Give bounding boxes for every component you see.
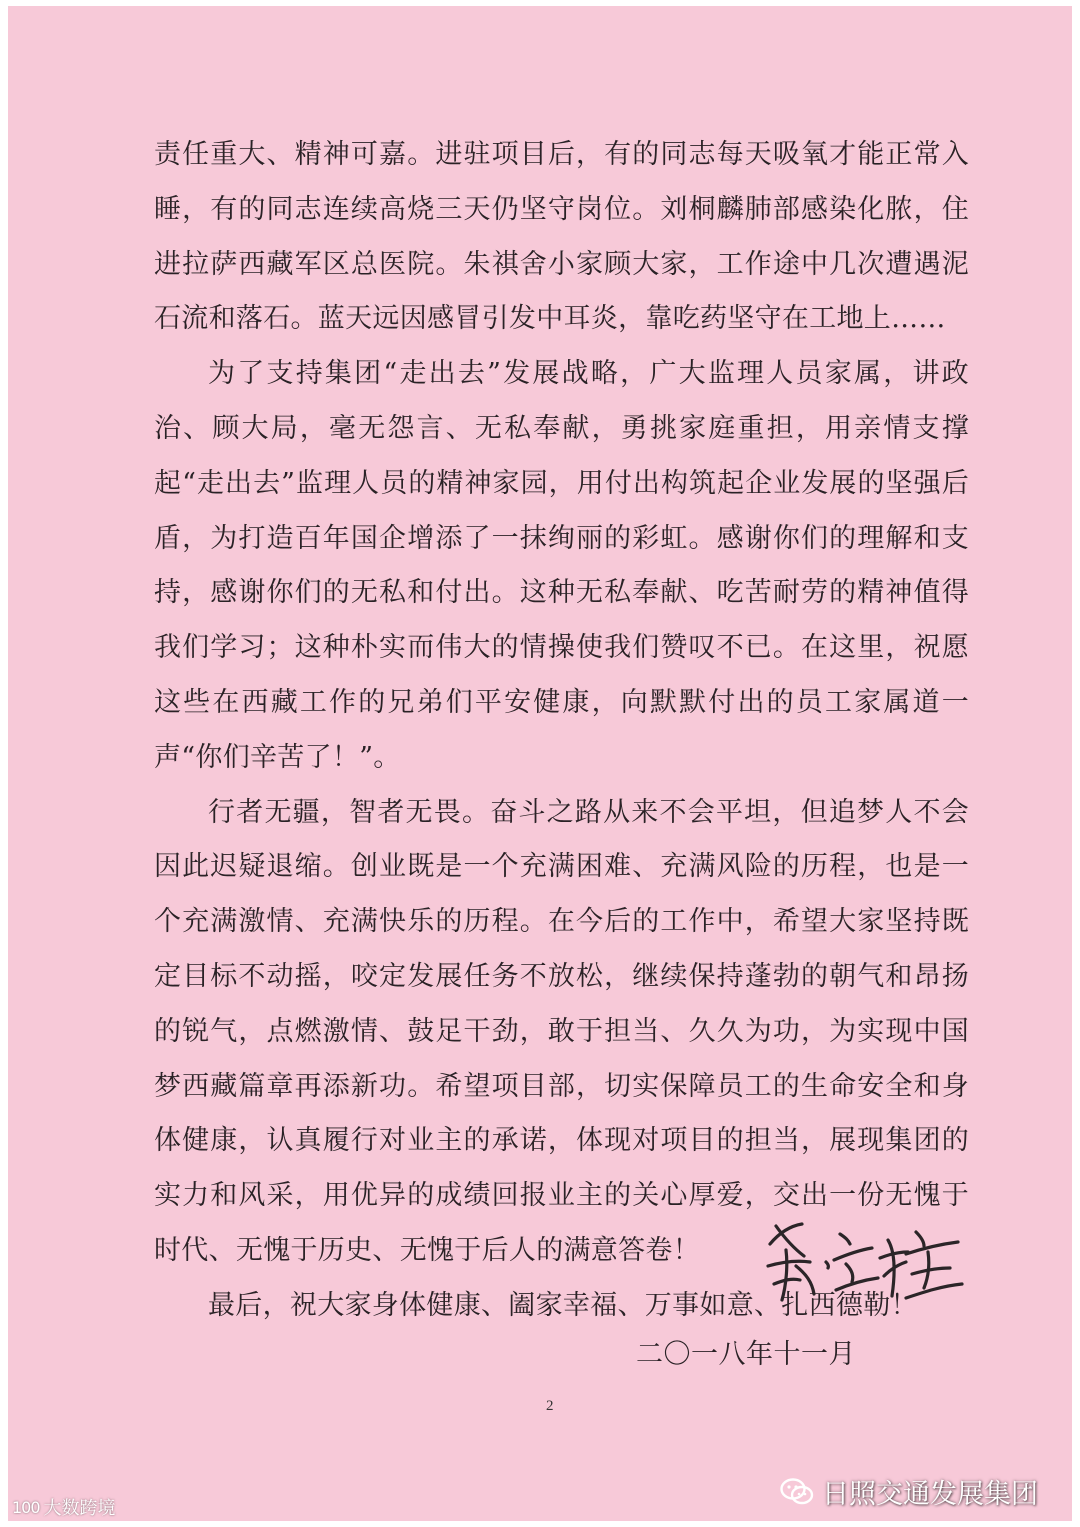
corner-logo: 100 — [12, 1497, 40, 1517]
letter-page — [8, 6, 1072, 1521]
paragraph-1: 责任重大、精神可嘉。进驻项目后，有的同志每天吸氧才能正常入睡，有的同志连续高烧三天仍坚守岗位。刘桐麟肺部感染化脓，住进拉萨西藏军区总医院。朱祺舍小家顾大家，工作途中几次遭遇泥石流和落石。蓝天远因感冒引发中耳炎，靠吃药坚守在工地上…… — [154, 139, 969, 335]
paragraph-2: 为了支持集团“走出去”发展战略，广大监理人员家属，讲政治、顾大局，毫无怨言、无私奉献，勇挑家庭重担，用亲情支撑起“走出去”监理人员的精神家园，用付出构筑起企业发展的坚强后盾，为打造百年国企增添了一抹绚丽的彩虹。感谢你们的理解和支持，感谢你们的无私和付出。这种无私奉献、吃苦耐劳的精神值得我们学习；这种朴实而伟大的情操使我们赞叹不已。在这里，祝愿这些在西藏工作的兄弟们平安健康，向默默付出的员工家属道一声“你们辛苦了！”。 — [154, 358, 969, 773]
corner-watermark-text: 大数跨境 — [43, 1498, 116, 1519]
handwritten-signature — [756, 1204, 966, 1314]
wechat-account-name: 日照交通发展集团 — [822, 1479, 1038, 1510]
wechat-icon — [780, 1477, 814, 1507]
paragraph-3: 行者无疆，智者无畏。奋斗之路从来不会平坦，但追梦人不会因此迟疑退缩。创业既是一个充满困难、充满风险的历程，也是一个充满激情、充满快乐的历程。在今后的工作中，希望大家坚持既定目标不动摇，咬定发展任务不放松，继续保持蓬勃的朝气和昂扬的锐气，点燃激情、鼓足干劲，敢于担当、久久为功，为实现中国梦西藏篇章再添新功。希望项目部，切实保障员工的生命安全和身体健康，认真履行对业主的承诺，体现对项目的担当，展现集团的实力和风采，用优异的成绩回报业主的关心厚爱，交出一份无愧于时代、无愧于历史、无愧于后人的满意答卷！ — [154, 796, 969, 1266]
page-number: 2 — [546, 1398, 554, 1414]
letter-body — [154, 128, 969, 1334]
paragraph-4: 最后，祝大家身体健康、阖家幸福、万事如意、扎西德勒！ — [208, 1289, 918, 1321]
wechat-watermark — [780, 1472, 1038, 1511]
corner-watermark — [12, 1494, 116, 1520]
letter-date: 二〇一八年十一月 — [636, 1339, 856, 1370]
